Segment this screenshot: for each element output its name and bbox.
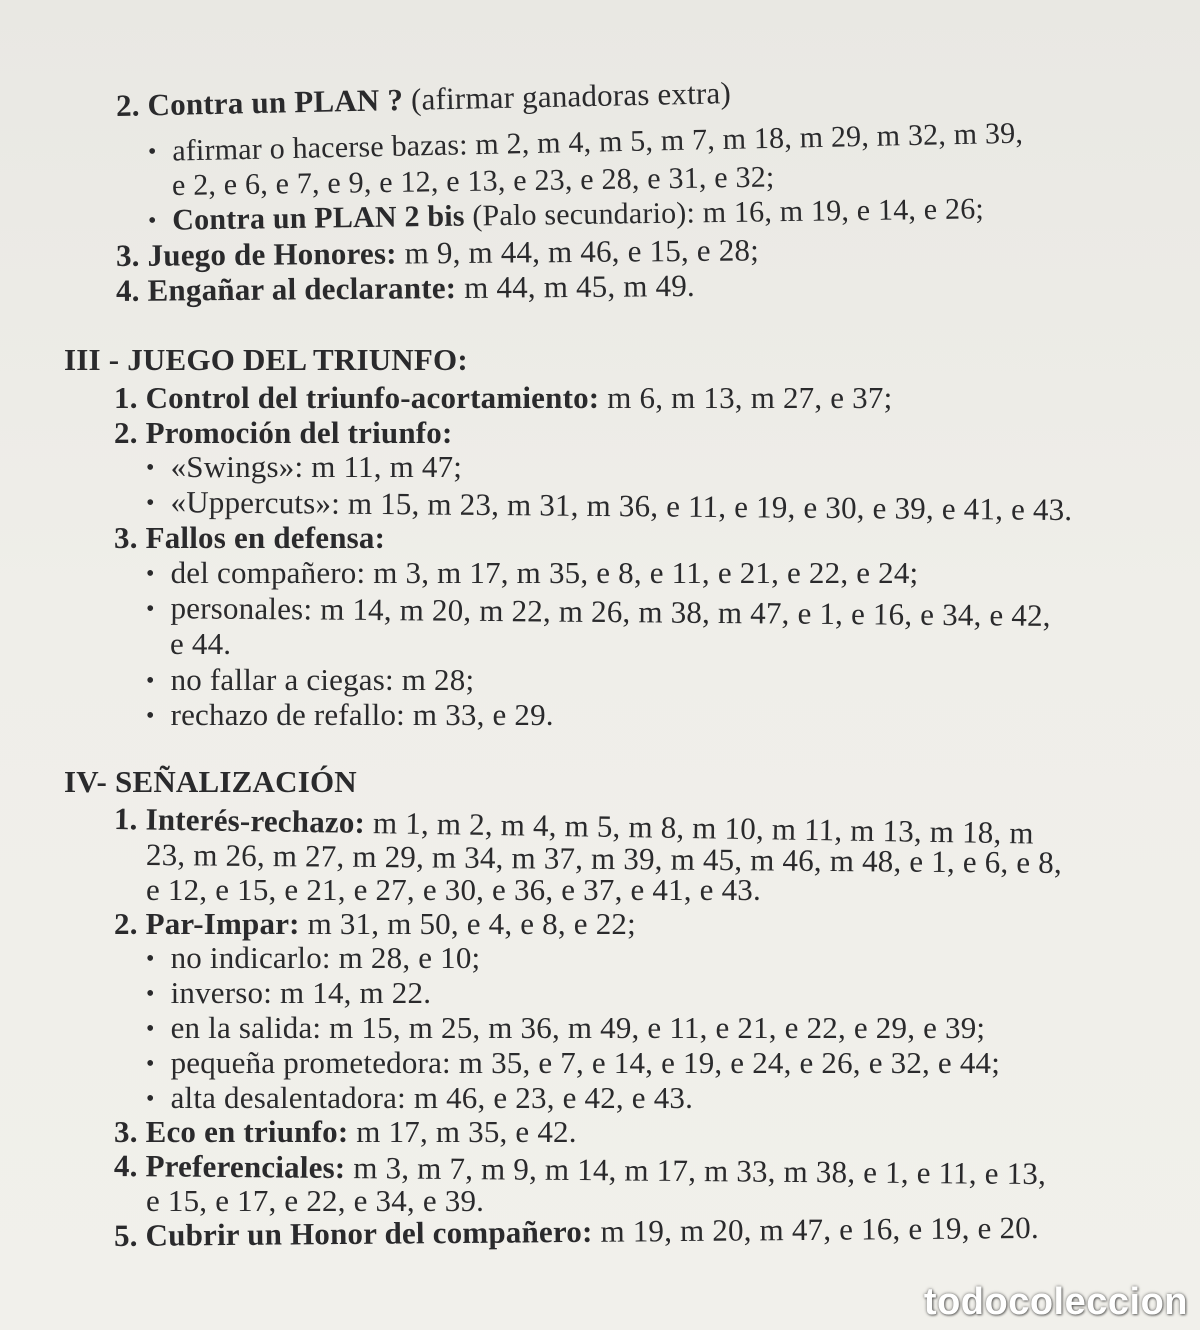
interes-refs: m 1, m 2, m 4, m 5, m 8, m 10, m 11, m 13, m 18, m — [364, 804, 1034, 851]
preferenciales-refs: m 3, m 7, m 9, m 14, m 17, m 33, m 38, e 1, e 11, e 13, — [345, 1150, 1047, 1192]
enganar-refs: m 44, m 45, m 49. — [456, 267, 696, 306]
personales-item-cont — [170, 626, 231, 662]
no-indicarlo-item — [146, 940, 480, 979]
plan2bis-label: Contra un PLAN 2 bis — [172, 199, 465, 237]
honores-label: 3. Juego de Honores: — [115, 235, 397, 273]
par-impar-item — [114, 906, 636, 942]
personales-text: personales: m 14, m 20, m 22, m 26, m 38, m 47, e 1, e 16, e 34, e 42, — [170, 590, 1051, 633]
par-impar-label: 2. Par-Impar: — [114, 906, 300, 941]
no-indicarlo-text: no indicarlo: m 28, e 10; — [170, 940, 481, 975]
watermark-logo: todocoleccion — [923, 1281, 1188, 1323]
control-refs: m 6, m 13, m 27, e 37; — [599, 380, 893, 415]
salida-text: en la salida: m 15, m 25, m 36, m 49, e 11, e 21, e 22, e 29, e 39; — [170, 1010, 986, 1045]
cubrir-refs: m 19, m 20, m 47, e 16, e 19, e 20. — [592, 1209, 1039, 1249]
par-impar-refs: m 31, m 50, e 4, e 8, e 22; — [299, 906, 636, 941]
refallo-item — [146, 697, 554, 736]
inverso-text: inverso: m 14, m 22. — [170, 975, 432, 1010]
afirmar-text-cont: e 2, e 6, e 7, e 9, e 12, e 13, e 23, e 28, e 31, e 32; — [171, 160, 775, 202]
uppercuts-text: «Uppercuts»: m 15, m 23, m 31, m 36, e 11, e 19, e 30, e 39, e 41, e 43. — [170, 484, 1073, 528]
salida-item — [146, 1010, 985, 1049]
preferenciales-cont — [146, 1183, 484, 1219]
fallos-heading: 3. Fallos en defensa: — [114, 520, 386, 555]
companero-item — [146, 555, 918, 594]
swings-item — [146, 449, 462, 488]
control-label: 1. Control del triunfo-acortamiento: — [114, 380, 600, 415]
section-title-senalizacion: IV- SEÑALIZACIÓN — [64, 764, 357, 799]
personales-item — [146, 590, 1051, 637]
swings-text: «Swings»: m 11, m 47; — [170, 449, 463, 484]
inverso-item — [146, 975, 431, 1014]
personales-text-cont: e 44. — [170, 626, 232, 661]
interes-cont-2 — [146, 872, 761, 908]
ciegas-text: no fallar a ciegas: m 28; — [170, 662, 475, 697]
pequena-text: pequeña prometedora: m 35, e 7, e 14, e 19, e 24, e 26, e 32, e 44; — [170, 1045, 1001, 1080]
companero-text: del compañero: m 3, m 17, m 35, e 8, e 11, e 21, e 22, e 24; — [170, 555, 919, 590]
section-title-juego-del-triunfo: III - JUEGO DEL TRIUNFO: — [64, 342, 468, 377]
honores-refs: m 9, m 44, m 46, e 15, e 28; — [396, 232, 760, 271]
eco-item — [114, 1114, 577, 1150]
plan-heading-label: 2. Contra un PLAN ? — [115, 81, 404, 123]
refallo-text: rechazo de refallo: m 33, e 29. — [170, 697, 554, 732]
plan-heading — [116, 75, 732, 124]
preferenciales-label: 4. Preferenciales: — [113, 1148, 346, 1186]
alta-text: alta desalentadora: m 46, e 23, e 42, e 43. — [170, 1080, 694, 1115]
enganar-item — [116, 268, 695, 309]
eco-refs: m 17, m 35, e 42. — [348, 1114, 577, 1149]
preferenciales-refs-cont: e 15, e 17, e 22, e 34, e 39. — [146, 1183, 485, 1218]
enganar-label: 4. Engañar al declarante: — [115, 270, 457, 308]
promocion-heading: 2. Promoción del triunfo: — [114, 415, 453, 450]
interes-refs-cont-1: 23, m 26, m 27, m 29, m 34, m 37, m 39, m 45, m 46, m 48, e 1, e 6, e 8, — [145, 837, 1063, 880]
cubrir-label: 5. Cubrir un Honor del compañero: — [113, 1213, 593, 1253]
interes-label: 1. Interés-rechazo: — [113, 801, 366, 840]
pequena-item — [146, 1045, 1000, 1084]
interes-refs-cont-2: e 12, e 15, e 21, e 27, e 30, e 36, e 37, e 41, e 43. — [146, 872, 761, 907]
eco-label: 3. Eco en triunfo: — [114, 1114, 349, 1149]
control-item — [114, 380, 892, 416]
afirmar-text: afirmar o hacerse bazas: m 2, m 4, m 5, m 7, m 18, m 29, m 32, m 39, — [171, 116, 1024, 168]
plan-heading-note: (afirmar ganadoras extra) — [402, 75, 732, 117]
plan2bis-refs: (Palo secundario): m 16, m 19, e 14, e 26; — [464, 192, 985, 233]
cubrir-item — [114, 1210, 1039, 1254]
ciegas-item — [146, 662, 474, 701]
